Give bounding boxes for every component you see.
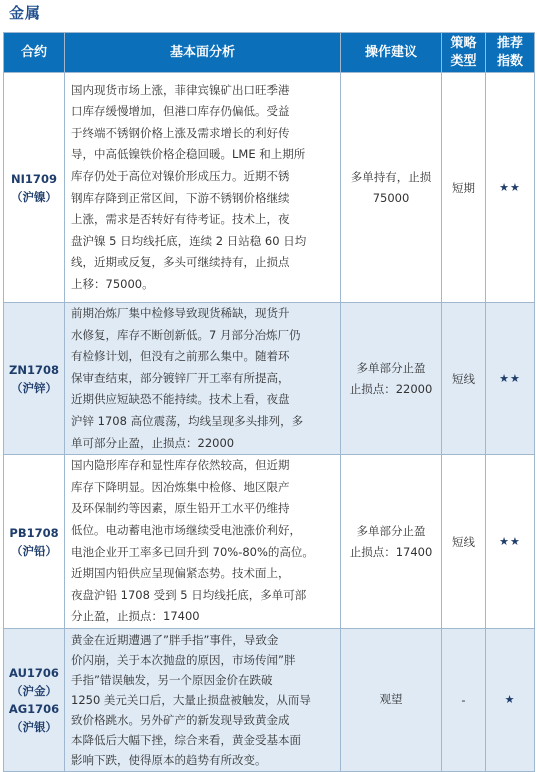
contract-name: （沪镍） [11,189,57,204]
contract-name: （沪银） [11,719,57,734]
table-row-zn [4,303,535,455]
header-recommend-line1: 推荐 [496,35,523,51]
analysis-line: 上涨，需求是否转好有待考证。技术上，夜 [71,212,290,227]
analysis-line: 口库存缓慢增加，但港口库存仍偏低。受益 [71,104,290,119]
analysis-line: 沪锌 1708 高位震荡，均线呈现多头排列，多 [71,413,304,428]
contract-cell [4,303,65,455]
contract-code: PB1708 [9,525,59,540]
table-row-pb [4,455,535,629]
analysis-line: 库存下降明显。因冶炼集中检修、地区限产 [71,479,290,494]
strategy-type: 短期 [442,73,486,303]
rating-stars: ★★ [486,455,535,629]
contract-cell [4,455,65,629]
table-row-au-ag [4,628,535,771]
strategy-type: 短线 [442,455,486,629]
rating-stars: ★★ [486,73,535,303]
contract-name: （沪金） [11,683,57,698]
analysis-cell [65,455,341,629]
contract-code: AU1706 [9,665,59,680]
analysis-cell [65,303,341,455]
analysis-line: 及环保制约等因素，原生铅开工水平仍维持 [71,501,290,516]
analysis-cell [65,628,341,771]
rating-stars: ★★ [486,303,535,455]
advice-cell [341,73,442,303]
header-strategy-line1: 策略 [450,35,477,51]
contract-name: （沪锌） [11,380,57,395]
analysis-line: 1250 美元关口后，大量止损盘被触发，从而导 [71,692,311,707]
header-recommend-line2: 指数 [496,53,523,69]
table-row-ni [4,73,535,303]
analysis-line: 盘沪镍 5 日均线托底，连续 2 日站稳 60 日均 [71,233,307,248]
analysis-line: 钢库存降到正常区间，下游不锈钢价格继续 [71,190,290,205]
header-recommend [486,33,535,73]
contract-cell [4,73,65,303]
rating-stars: ★ [486,628,535,771]
analysis-line: 近期供应短缺恐不能持续。技术上看，夜盘 [71,392,290,407]
analysis-line: 导，中高低镍铁价格企稳回暖。LME 和上期所 [71,147,306,162]
analysis-line: 线，近期或反复，多头可继续持有，止损点 [71,255,290,270]
strategy-type: 短线 [442,303,486,455]
analysis-cell [65,73,341,303]
header-contract: 合约 [4,33,65,73]
advice-line: 止损点：22000 [349,381,433,396]
advice-cell [341,303,442,455]
contract-cell [4,628,65,771]
analysis-line: 本降低后大幅下挫，综合来看，黄金受基本面 [71,732,301,747]
analysis-line: 于终端不锈钢价格上涨及需求增长的利好传 [71,125,290,140]
contract-code: NI1709 [11,171,57,186]
advice-line: 75000 [372,190,410,205]
strategy-type: - [442,628,486,771]
advice-line: 观望 [379,692,403,707]
analysis-line: 致价格跳水。另外矿产的新发现导致黄金成 [71,712,290,727]
header-advice: 操作建议 [341,33,442,73]
contract-name: （沪铅） [11,543,57,558]
analysis-line: 分止盈，止损点：17400 [71,609,200,624]
section-title: 金属 [9,4,42,22]
analysis-line: 夜盘沪铅 1708 受到 5 日均线托底，多单可部 [71,587,307,602]
analysis-line: 电池企业开工率多已回升到 70%-80%的高位。 [71,544,314,559]
advice-cell [341,628,442,771]
analysis-line: 低位。电动蓄电池市场继续受电池涨价利好， [71,522,301,537]
contract-code: ZN1708 [9,362,59,377]
advice-line: 多单持有，止损 [350,169,432,184]
advice-line: 多单部分止盈 [356,360,426,375]
analysis-line: 国内隐形库存和显性库存依然较高，但近期 [71,458,290,473]
analysis-line: 单可部分止盈，止损点：22000 [71,435,235,450]
analysis-line: 保审查结束，部分镀锌厂开工率有所提高， [71,370,290,385]
header-analysis: 基本面分析 [65,33,341,73]
analysis-line: 上移：75000。 [71,276,154,291]
header-strategy-line2: 类型 [450,53,477,69]
analysis-line: 前期冶炼厂集中检修导致现货稀缺，现货升 [71,306,290,320]
analysis-line: 价闪崩，关于本次抛盘的原因，市场传闻”胖 [71,652,296,667]
analysis-line: 黄金在近期遭遇了”胖手指”事件，导致金 [71,632,279,647]
advice-cell [341,455,442,629]
contract-code: AG1706 [8,701,60,716]
analysis-line: 手指”错误触发，另一个原因金价在跌破 [71,672,273,687]
analysis-line: 近期国内铅供应呈现偏紧态势。技术面上， [71,566,290,581]
analysis-line: 水修复，库存不断创新低。7 月部分冶炼厂仍 [71,327,301,342]
metals-strategy-table [3,32,535,772]
advice-line: 多单部分止盈 [356,523,426,538]
advice-line: 止损点：17400 [349,544,433,559]
analysis-line: 库存仍处于高位对镍价形成压力。近期不锈 [71,168,290,183]
analysis-line: 有检修计划，但没有之前那么集中。随着环 [71,349,290,364]
analysis-line: 影响下跌，使得原本的趋势有所改变。 [71,752,267,767]
analysis-line: 国内现货市场上涨，菲律宾镍矿出口旺季港 [71,82,290,97]
header-strategy [442,33,486,73]
